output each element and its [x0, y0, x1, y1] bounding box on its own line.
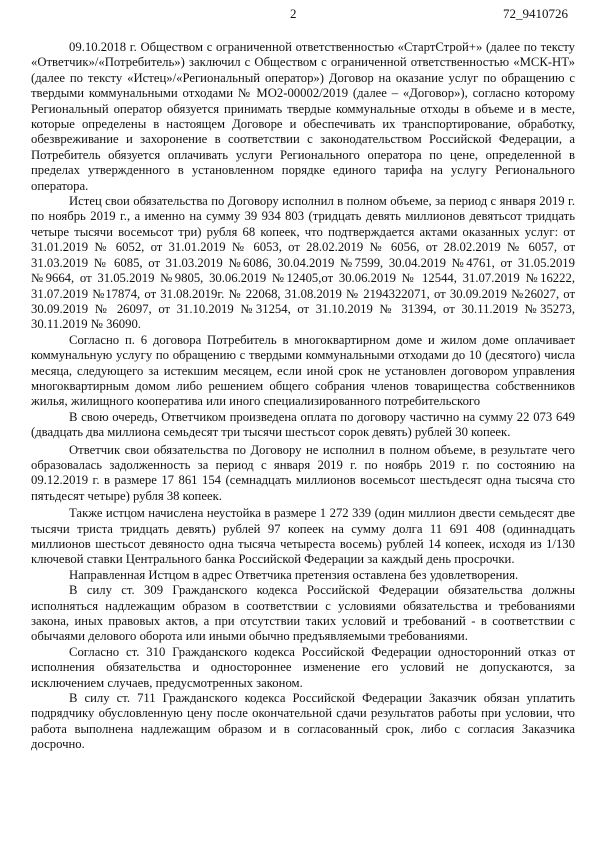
- paragraph-claim: Направленная Истцом в адрес Ответчика претензия оставлена без удовлетворения.: [69, 567, 519, 582]
- paragraph-penalty: Также истцом начислена неустойка в размере 1 272 339 (один миллион двести семьдесят две тысячи триста тридцать девять) рублей 97 копеек на сумму долга 11 691 408 (одиннадцать миллионов шестьсот девяносто одна тысяча четыреста восемь) рублей 14 копеек, исходя из 1/130 ключевой ставки Центрального банка Российской Федерации за каждый день просрочки.: [31, 506, 575, 567]
- paragraph-payment-terms: Согласно п. 6 договора Потребитель в многоквартирном доме и жилом доме оплачивает коммунальную услугу по обращению с твердыми коммунальными отходами до 10 (десятого) числа месяца, следующего за истекшим месяцем, если иной срок не установлен договором управления многоквартирным домом либо решением общего собрания членов товарищества собственников жилья, жилищного кооператива или иного специализированного потребительского: [31, 332, 575, 409]
- paragraph-debt: Ответчик свои обязательства по Договору не исполнил в полном объеме, в результате чего образовалась задолженность за период с января 2019 г. по ноябрь 2019 г. по состоянию на 09.12.2019 г. в размере 17 861 154 (семнадцать миллионов восемьсот шестьдесят одна тысяча сто пятьдесят четыре) рубля 38 копеек.: [31, 442, 575, 503]
- paragraph-contract: 09.10.2018 г. Обществом с ограниченной ответственностью «СтартСтрой+» (далее по тексту «Ответчик»/«Потребитель») заключил с Обществом с ограниченной ответственностью «МСК-НТ» (далее по тексту «Истец»/«Региональный оператор») Договор на оказание услуг по обращению с твердыми коммунальными отходами № МО2-00002/2019 (далее – «Договор»), согласно которому Региональный оператор обязуется принимать твердые коммунальные отходы в объеме и в месте, которые определены в настоящем Договоре и обеспечивать их транспортирование, обработку, обезвреживание и захоронение в соответствии с законодательством Российской Федерации, а Потребитель обязуется оплачивать услуги Регионального оператора по цене, определенной в пределах утвержденного в установленном порядке единого тарифа на услугу Регионального оператора.: [31, 40, 575, 193]
- paragraph-plaintiff-obligations: Истец свои обязательства по Договору исполнил в полном объеме, за период с января 2019 г. по ноябрь 2019 г., а именно на сумму 39 934 803 (тридцать девять миллионов девятьсот тридцать четыре тысячи восемьсот три) рубля 68 копеек, что подтверждается актами оказанных услуг: от 31.01.2019 № 6052, от 31.01.2019 № 6053, от 28.02.2019 № 6056, от 28.02.2019 № 6057, от 31.03.2019 № 6085, от 31.03.2019 №6086, 30.04.2019 №7599, 30.04.2019 №4761, от 31.05.2019 №9664, от 31.05.2019 №9805, 30.06.2019 №12405,от 30.06.2019 № 12544, 31.07.2019 №16222, 31.07.2019 №17874, от 31.08.2019г. № 22068, 31.08.2019 № 2194322071, от 30.09.2019 №26027, от 30.09.2019 № 26097, от 31.10.2019 №31254, от 31.10.2019 № 31394, от 30.11.2019 №35273, 30.11.2019 № 36090.: [31, 194, 575, 332]
- document-id: 72_9410726: [503, 6, 568, 21]
- paragraph-article-310: Согласно ст. 310 Гражданского кодекса Российской Федерации односторонний отказ от исполнения обязательства и одностороннее изменение его условий не допускаются, за исключением случаев, предусмотренных законом.: [31, 644, 575, 690]
- paragraph-article-309: В силу ст. 309 Гражданского кодекса Российской Федерации обязательства должны исполняться надлежащим образом в соответствии с условиями обязательства и требованиями закона, иных правовых актов, а при отсутствии таких условий и требований - в соответствии с обычаями делового оборота или иными обычно предъявляемыми требованиями.: [31, 583, 575, 644]
- page-header: [0, 6, 600, 26]
- paragraph-article-711: В силу ст. 711 Гражданского кодекса Российской Федерации Заказчик обязан уплатить подрядчику обусловленную цену после окончательной сдачи результатов работы при условии, что работа выполнена надлежащим образом и в согласованный срок, либо с согласия Заказчика досрочно.: [31, 691, 575, 752]
- paragraph-partial-payment: В свою очередь, Ответчиком произведена оплата по договору частично на сумму 22 073 649 (двадцать два миллиона семьдесят три тысячи шестьсот сорок девять) рублей 30 копеек.: [31, 409, 575, 440]
- page-number: 2: [290, 6, 297, 21]
- document-body: [31, 40, 575, 753]
